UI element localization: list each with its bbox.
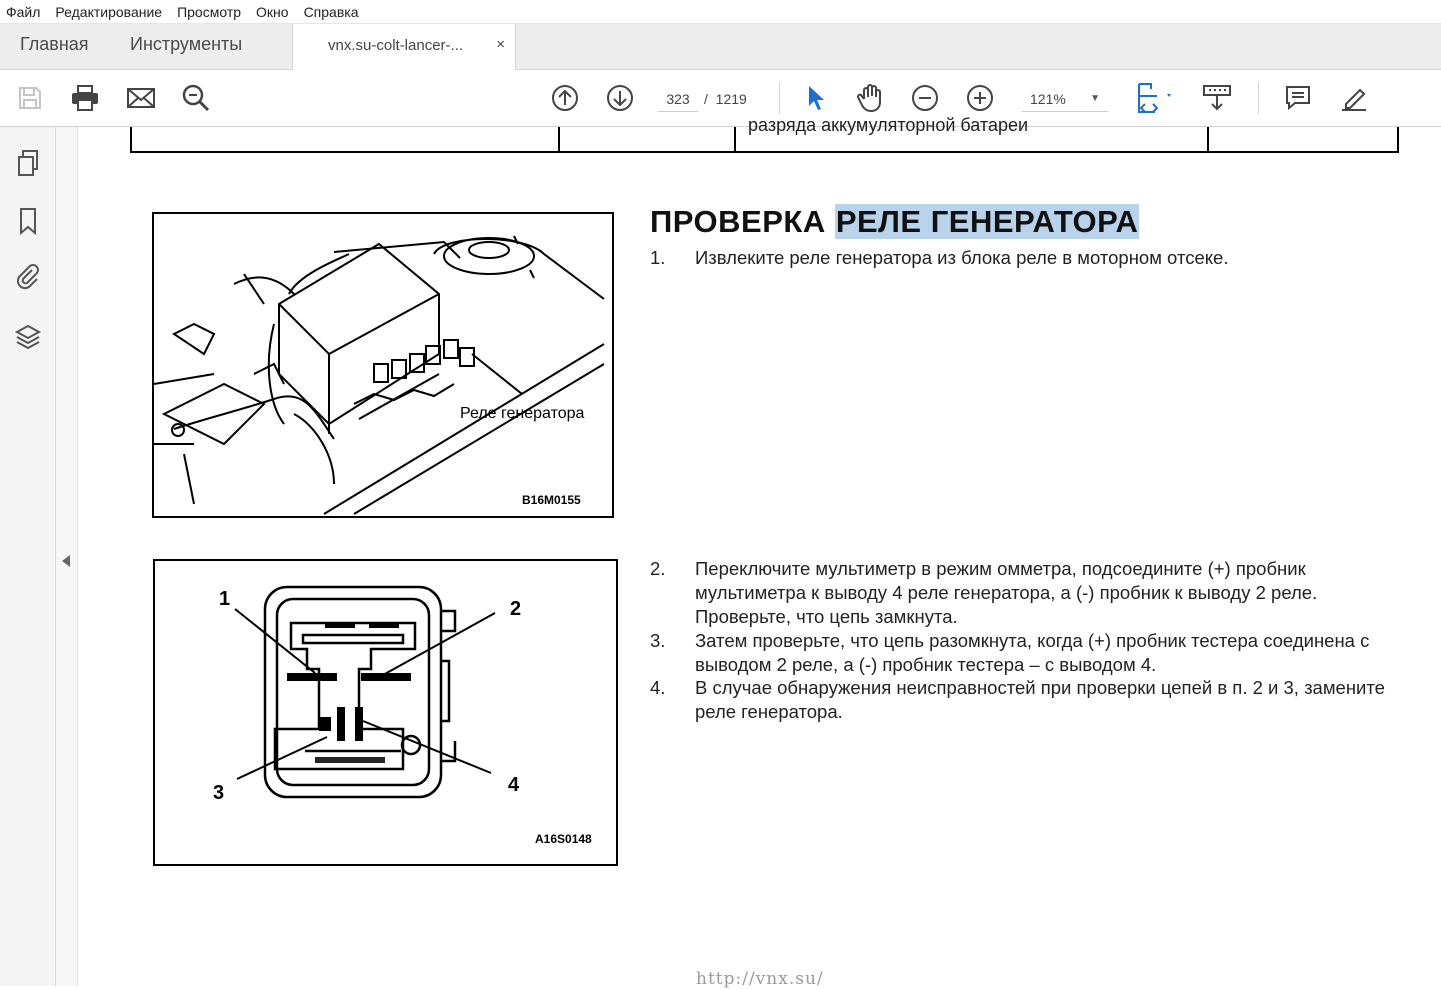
pages-icon[interactable] xyxy=(12,147,44,179)
page-total xyxy=(704,86,747,112)
table-cell-text: разряда аккумуляторной батареи xyxy=(748,115,1029,135)
tab-home[interactable]: Главная xyxy=(20,34,89,54)
section-heading xyxy=(650,204,1139,240)
toolbar-separator xyxy=(1258,82,1259,114)
step-text: Затем проверьте, что цепь разомкнута, когда (+) пробник тестера соединена с выводом 2 реле, а (-) пробник тестера – с выводом 4. xyxy=(695,630,1370,675)
hand-icon[interactable] xyxy=(852,80,888,116)
zoom-out-icon[interactable] xyxy=(907,80,943,116)
tab-tools[interactable]: Инструменты xyxy=(130,34,243,54)
table-border xyxy=(1397,127,1399,153)
total-pages: 1219 xyxy=(715,91,747,107)
select-arrow-icon[interactable] xyxy=(798,80,834,116)
page-number-input[interactable]: 323 xyxy=(658,86,698,112)
search-icon[interactable] xyxy=(178,80,214,116)
menu-file[interactable]: Файл xyxy=(6,3,41,20)
sign-icon[interactable] xyxy=(1336,80,1372,116)
document-page xyxy=(78,115,1441,989)
figure-relay-location xyxy=(152,212,614,518)
save-icon[interactable] xyxy=(12,80,48,116)
figure-code: A16S0148 xyxy=(535,832,592,846)
engine-bay-illustration xyxy=(154,214,612,516)
chevron-left-icon xyxy=(62,555,70,567)
table-border xyxy=(734,127,736,153)
fit-page-icon[interactable] xyxy=(1128,80,1178,116)
footer-watermark-url: http://vnx.su/ xyxy=(696,969,824,989)
menu-edit[interactable]: Редактирование xyxy=(55,3,163,20)
step-number: 1. xyxy=(650,247,666,268)
heading-selected-text[interactable]: РЕЛЕ ГЕНЕРАТОРА xyxy=(835,204,1139,239)
step-text: Извлеките реле генератора из блока реле в моторном отсеке. xyxy=(695,247,1229,268)
page-separator: / xyxy=(704,91,708,107)
figure-code: B16M0155 xyxy=(522,493,581,507)
menu-help[interactable]: Справка xyxy=(303,3,359,20)
step-text: Переключите мультиметр в режим омметра, подсоедините (+) пробник мультиметра к выводу 4 реле генератора, а (-) пробник к выводу 2 реле. Проверьте, что цепь замкнута. xyxy=(695,558,1318,627)
zoom-value: 121% xyxy=(1030,91,1066,107)
menu-bar xyxy=(0,0,1441,24)
print-icon[interactable] xyxy=(67,80,103,116)
pin-label-1: 1 xyxy=(219,588,231,610)
relay-pin-diagram xyxy=(155,561,616,864)
toolbar xyxy=(0,70,1441,127)
layers-icon[interactable] xyxy=(12,321,44,353)
table-border xyxy=(558,127,560,153)
menu-window[interactable]: Окно xyxy=(256,3,289,20)
table-border xyxy=(130,151,1399,153)
table-border xyxy=(1207,127,1209,153)
toolbar-separator xyxy=(779,82,780,114)
left-nav-panel xyxy=(0,127,56,986)
step-number: 4. xyxy=(650,677,666,698)
attachment-icon[interactable] xyxy=(12,261,44,293)
table-border xyxy=(130,127,132,153)
step-text: В случае обнаружения неисправностей при проверки цепей в п. 2 и 3, замените реле генератора. xyxy=(695,677,1385,722)
chevron-down-icon: ▼ xyxy=(1090,93,1100,104)
tab-document[interactable] xyxy=(292,24,516,70)
close-tab-icon[interactable]: × xyxy=(496,36,505,53)
menu-view[interactable]: Просмотр xyxy=(177,3,242,20)
page-down-icon[interactable] xyxy=(602,80,638,116)
figure-callout-label: Реле генератора xyxy=(460,405,585,422)
pin-label-3: 3 xyxy=(213,782,225,804)
nav-collapse-handle[interactable] xyxy=(56,127,78,986)
pin-label-4: 4 xyxy=(508,774,520,796)
comment-icon[interactable] xyxy=(1280,80,1316,116)
tab-bar xyxy=(0,24,1441,70)
heading-text: ПРОВЕРКА xyxy=(650,204,835,239)
zoom-select[interactable] xyxy=(1022,86,1108,112)
step-number: 3. xyxy=(650,630,666,651)
tab-document-title: vnx.su-colt-lancer-... xyxy=(328,37,464,54)
zoom-in-icon[interactable] xyxy=(962,80,998,116)
scroll-mode-icon[interactable] xyxy=(1199,80,1235,116)
email-icon[interactable] xyxy=(123,80,159,116)
step-number: 2. xyxy=(650,558,666,579)
figure-relay-pins xyxy=(153,559,618,866)
pin-label-2: 2 xyxy=(510,598,522,620)
page-up-icon[interactable] xyxy=(547,80,583,116)
bookmark-icon[interactable] xyxy=(12,205,44,237)
